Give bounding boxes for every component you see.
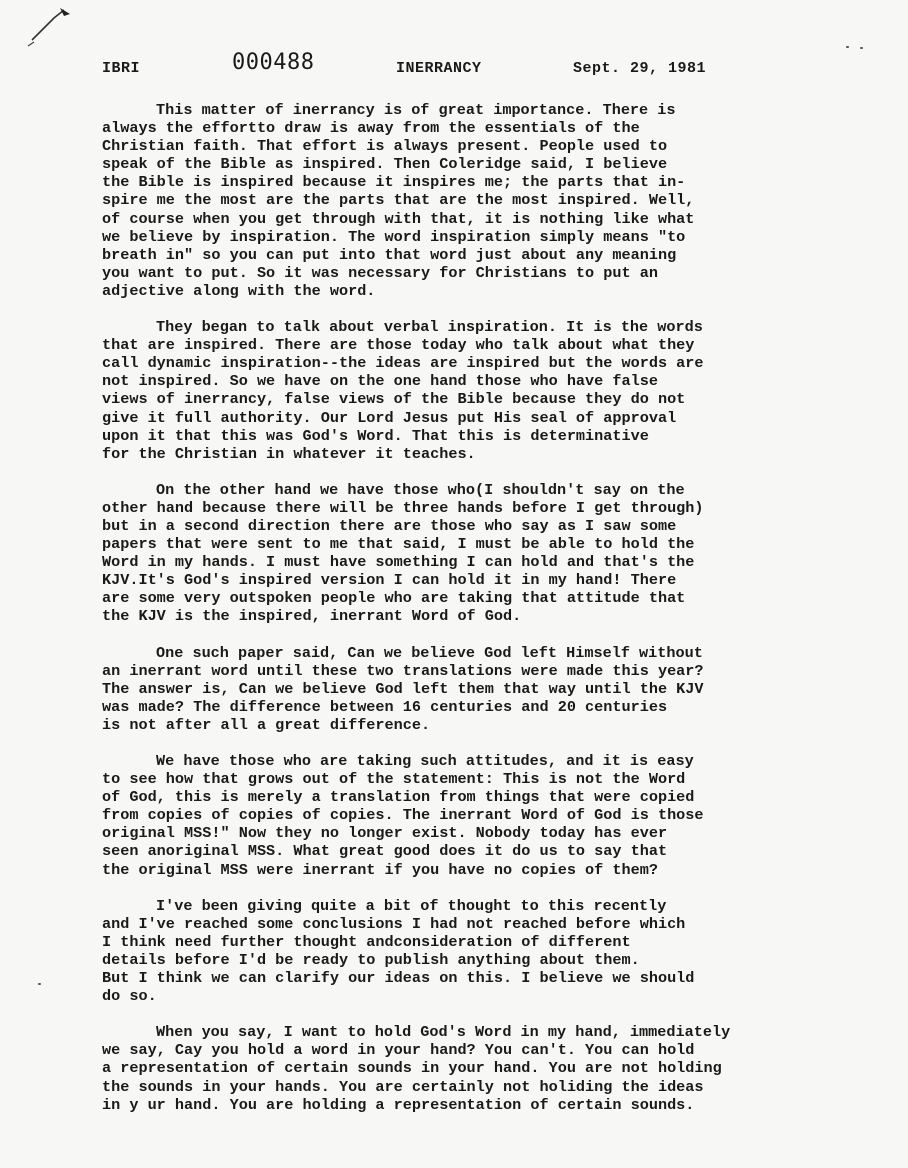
text-line: is not after all a great difference. — [102, 715, 431, 734]
text-line: we believe by inspiration. The word inspiration simply means "to — [102, 227, 686, 246]
text-line: One such paper said, Can we believe God left Himself without — [156, 643, 703, 662]
text-line: from copies of copies of copies. The inerrant Word of God is those — [102, 806, 704, 825]
pen-mark-icon — [24, 4, 76, 48]
text-line: an inerrant word until these two translations were made this year? — [102, 661, 704, 680]
text-line: On the other hand we have those who(I shouldn't say on the — [156, 480, 685, 499]
document-topic: INERRANCY — [396, 60, 482, 77]
text-line: in y ur hand. You are holding a representation of certain sounds. — [102, 1095, 695, 1114]
text-line: I've been giving quite a bit of thought to this recently — [156, 896, 667, 915]
text-line: other hand because there will be three hands before I get through) — [102, 498, 704, 517]
text-line: Word in my hands. I must have something I can hold and that's the — [102, 553, 695, 572]
text-line: of course when you get through with that, it is nothing like what — [102, 209, 695, 228]
text-line: of God, this is merely a translation from things that were copied — [102, 788, 695, 807]
text-line: the original MSS were inerrant if you have no copies of them? — [102, 860, 658, 879]
paragraph — [102, 1023, 862, 1113]
text-line: But I think we can clarify our ideas on this. I believe we should — [102, 969, 695, 988]
text-line: the sounds in your hands. You are certainly not holiding the ideas — [102, 1077, 704, 1096]
text-line: for the Christian in whatever it teaches. — [102, 444, 476, 463]
scan-speck — [846, 46, 849, 48]
text-line: are some very outspoken people who are taking that attitude that — [102, 589, 686, 608]
text-line: They began to talk about verbal inspiration. It is the words — [156, 318, 703, 337]
text-line: papers that were sent to me that said, I must be able to hold the — [102, 535, 695, 554]
paragraph — [102, 318, 862, 463]
text-line: breath in" so you can put into that word just about any meaning — [102, 245, 677, 264]
scan-speck — [38, 983, 41, 985]
text-line: adjective along with the word. — [102, 281, 376, 300]
text-line: spire me the most are the parts that are the most inspired. Well, — [102, 191, 695, 210]
text-line: KJV.It's God's inspired version I can hold it in my hand! There — [102, 571, 677, 590]
text-line: When you say, I want to hold God's Word in my hand, immediately — [156, 1023, 731, 1042]
text-line: Christian faith. That effort is always present. People used to — [102, 137, 668, 156]
document-number: 000488 — [232, 50, 315, 75]
text-line: do so. — [102, 987, 157, 1006]
scan-speck — [860, 47, 863, 49]
org-label: IBRI — [102, 60, 141, 77]
text-line: details before I'd be ready to publish anything about them. — [102, 950, 640, 969]
paragraph — [102, 101, 862, 300]
text-line: that are inspired. There are those today who talk about what they — [102, 336, 695, 355]
text-line: call dynamic inspiration--the ideas are inspired but the words are — [102, 354, 704, 373]
text-line: a representation of certain sounds in your hand. You are not holding — [102, 1059, 722, 1078]
paragraph — [102, 481, 862, 626]
paragraph — [102, 644, 862, 734]
text-line: we say, Cay you hold a word in your hand? You can't. You can hold — [102, 1041, 695, 1060]
document-date: Sept. 29, 1981 — [573, 60, 707, 77]
text-line: to see how that grows out of the statement: This is not the Word — [102, 770, 686, 789]
text-line: views of inerrancy, false views of the Bible because they do not — [102, 390, 686, 409]
text-line: This matter of inerrancy is of great importance. There is — [156, 101, 676, 119]
document-header — [0, 50, 908, 88]
text-line: speak of the Bible as inspired. Then Coleridge said, I believe — [102, 155, 668, 174]
text-line: always the effortto draw is away from the essentials of the — [102, 119, 640, 138]
text-line: upon it that this was God's Word. That this is determinative — [102, 426, 649, 445]
paragraph — [102, 752, 862, 879]
text-line: the KJV is the inspired, inerrant Word of God. — [102, 607, 522, 626]
text-line: was made? The difference between 16 centuries and 20 centuries — [102, 697, 668, 716]
text-line: but in a second direction there are those who say as I saw some — [102, 516, 677, 535]
text-line: I think need further thought andconsideration of different — [102, 932, 631, 951]
text-line: original MSS!" Now they no longer exist. Nobody today has ever — [102, 824, 668, 843]
document-body — [102, 101, 862, 1132]
text-line: give it full authority. Our Lord Jesus put His seal of approval — [102, 408, 677, 427]
paragraph — [102, 897, 862, 1006]
text-line: not inspired. So we have on the one hand those who have false — [102, 372, 658, 391]
text-line: the Bible is inspired because it inspires me; the parts that in- — [102, 173, 686, 192]
text-line: you want to put. So it was necessary for Christians to put an — [102, 263, 658, 282]
text-line: We have those who are taking such attitudes, and it is easy — [156, 752, 694, 770]
text-line: The answer is, Can we believe God left them that way until the KJV — [102, 679, 704, 698]
text-line: and I've reached some conclusions I had not reached before which — [102, 914, 686, 933]
text-line: seen anoriginal MSS. What great good does it do us to say that — [102, 842, 668, 861]
